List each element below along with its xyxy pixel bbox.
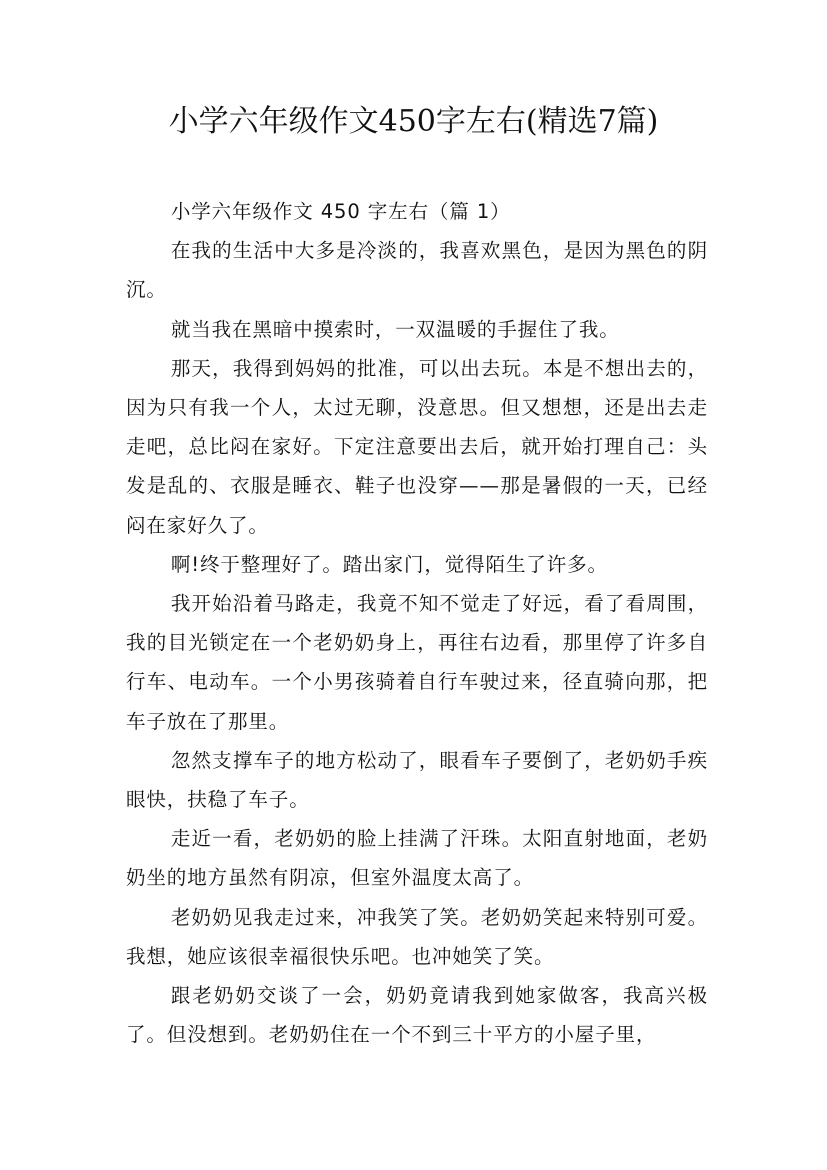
paragraph-8: 老奶奶见我走过来，冲我笑了笑。老奶奶笑起来特别可爱。我想，她应该很幸福很快乐吧。也冲她笑了笑。 bbox=[126, 905, 708, 968]
paragraph-6: 忽然支撑车子的地方松动了，眼看车子要倒了，老奶奶手疾眼快，扶稳了车子。 bbox=[126, 748, 708, 812]
document-title: 小学六年级作文450字左右(精选7篇) bbox=[168, 104, 659, 139]
paragraph-2: 就当我在黑暗中摸索时，一双温暖的手握住了我。 bbox=[170, 317, 620, 341]
paragraph-7: 走近一看，老奶奶的脸上挂满了汗珠。太阳直射地面，老奶奶坐的地方虽然有阴凉，但室外温度太高了。 bbox=[126, 827, 708, 890]
document-body bbox=[126, 192, 708, 1054]
paragraph-5: 我开始沿着马路走，我竟不知不觉走了好远，看了看周围，我的目光锁定在一个老奶奶身上，再往右边看，那里停了许多自行车、电动车。一个小男孩骑着自行车驶过来，径直骑向那，把车子放在了那里。 bbox=[126, 592, 708, 733]
paragraph-4: 啊!终于整理好了。踏出家门，觉得陌生了许多。 bbox=[170, 552, 608, 576]
section-heading: 小学六年级作文 450 字左右（篇 1） bbox=[170, 200, 511, 223]
paragraph-1: 在我的生活中大多是冷淡的，我喜欢黑色，是因为黑色的阴沉。 bbox=[126, 239, 708, 302]
paragraph-9: 跟老奶奶交谈了一会，奶奶竟请我到她家做客，我高兴极了。但没想到。老奶奶住在一个不到三十平方的小屋子里， bbox=[126, 984, 708, 1047]
paragraph-3: 那天，我得到妈妈的批准，可以出去玩。本是不想出去的，因为只有我一个人，太过无聊，没意思。但又想想，还是出去走走吧，总比闷在家好。下定注意要出去后，就开始打理自己：头发是乱的、衣服是睡衣、鞋子也没穿——那是暑假的一天，已经闷在家好久了。 bbox=[126, 356, 708, 537]
